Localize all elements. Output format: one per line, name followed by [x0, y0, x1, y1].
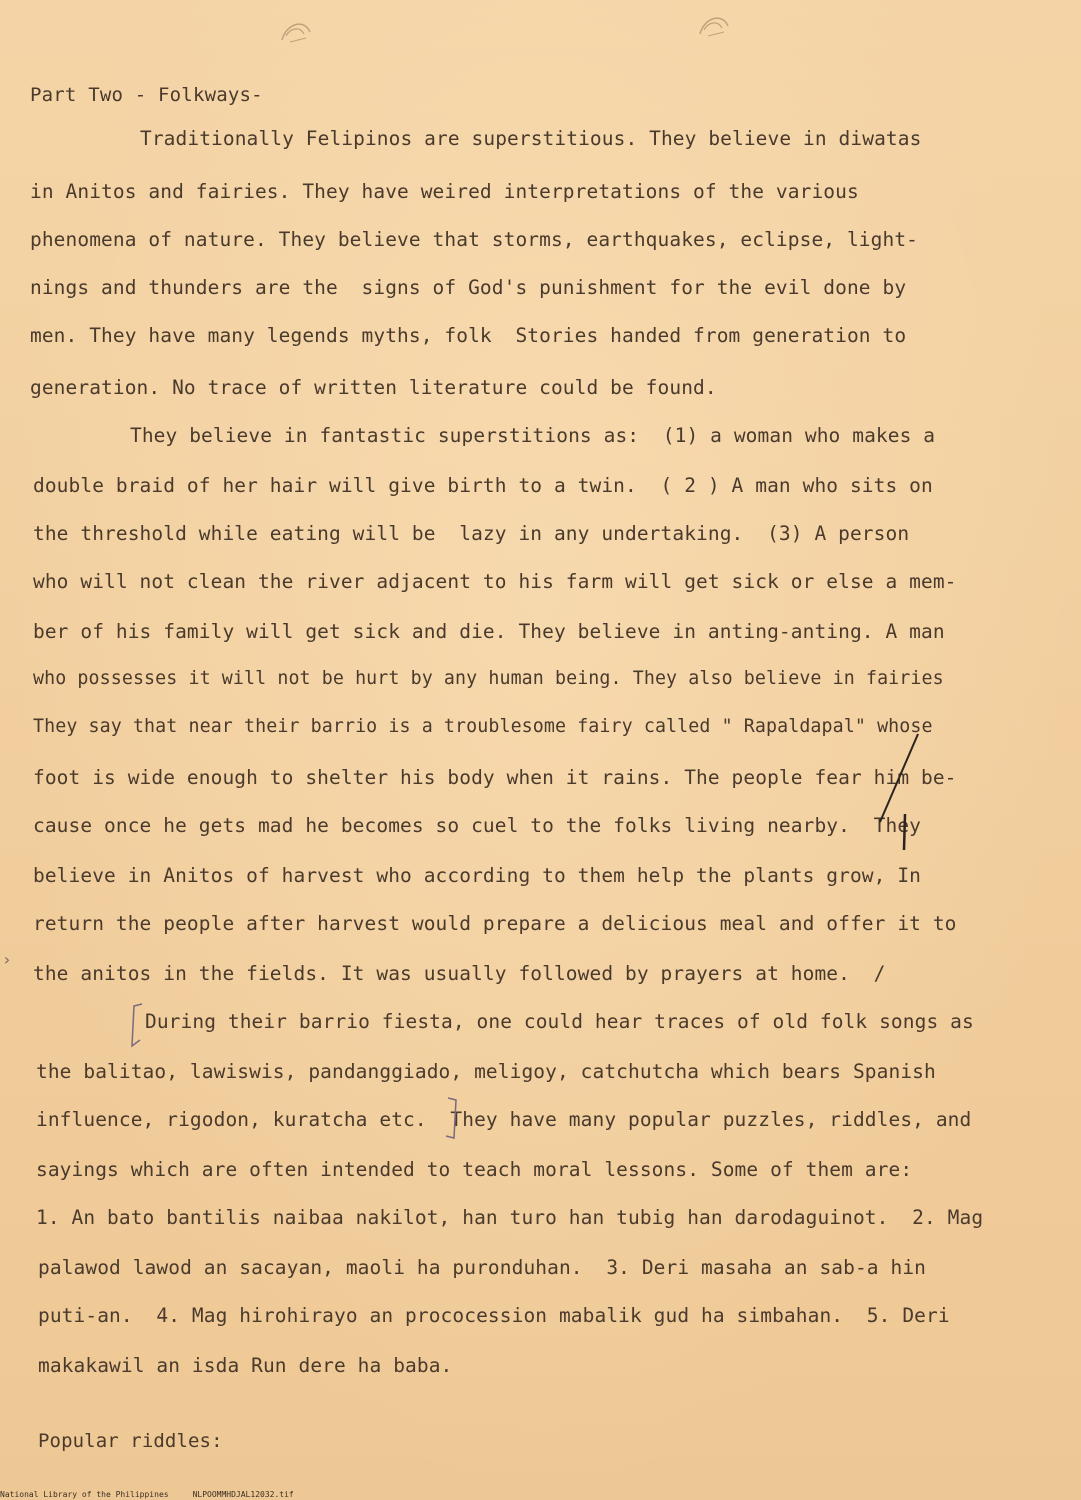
- text-line-23: 1. An bato bantilis naibaa nakilot, han turo han tubig han darodaguinot. 2. Mag: [36, 1206, 984, 1229]
- text-line-7: They believe in fantastic superstitions as: (1) a woman who makes a: [130, 424, 936, 447]
- text-line-27: Popular riddles:: [38, 1430, 223, 1452]
- text-line-14: foot is wide enough to shelter his body when it rains. The people fear him be-: [33, 766, 957, 789]
- text-line-21: influence, rigodon, kuratcha etc. They have many popular puzzles, riddles, and: [36, 1108, 972, 1131]
- text-line-20: the balitao, lawiswis, pandanggiado, meligoy, catchutcha which bears Spanish: [36, 1060, 936, 1083]
- text-line-24: palawod lawod an sacayan, maoli ha puronduhan. 3. Deri masaha an sab-a hin: [38, 1256, 926, 1279]
- text-line-6: generation. No trace of written literature could be found.: [30, 376, 717, 399]
- paper-watermark-right: [694, 4, 734, 44]
- text-line-22: sayings which are often intended to teach moral lessons. Some of them are:: [36, 1158, 913, 1181]
- text-line-4: nings and thunders are the signs of God's punishment for the evil done by: [30, 276, 907, 299]
- text-line-16: believe in Anitos of harvest who according to them help the plants grow, In: [33, 864, 921, 887]
- scan-footer: [0, 1490, 294, 1499]
- text-line-17: return the people after harvest would prepare a delicious meal and offer it to: [33, 912, 957, 935]
- text-line-5: men. They have many legends myths, folk Stories handed from generation to: [30, 324, 907, 347]
- margin-caret-icon: ›: [2, 950, 12, 969]
- text-line-8: double braid of her hair will give birth to a twin. ( 2 ) A man who sits on: [33, 474, 933, 497]
- text-line-10: who will not clean the river adjacent to his farm will get sick or else a mem-: [33, 570, 957, 593]
- text-line-11: ber of his family will get sick and die. They believe in anting-anting. A man: [33, 620, 945, 643]
- text-line-26: makakawil an isda Run dere ha baba.: [38, 1354, 453, 1377]
- text-line-13: They say that near their barrio is a troublesome fairy called " Rapaldapal" whose: [33, 716, 933, 737]
- paper-watermark-left: [276, 10, 316, 50]
- text-line-9: the threshold while eating will be lazy in any undertaking. (3) A person: [33, 522, 910, 545]
- library-name: National Library of the Philippines: [0, 1490, 169, 1499]
- text-line-2: in Anitos and fairies. They have weired interpretations of the various: [30, 180, 859, 203]
- text-line-19: During their barrio fiesta, one could hear traces of old folk songs as: [145, 1010, 974, 1033]
- text-line-25: puti-an. 4. Mag hirohirayo an prococession mabalik gud ha simbahan. 5. Deri: [38, 1304, 950, 1327]
- file-id: NLPOOMMHDJAL12032.tif: [192, 1490, 294, 1499]
- text-line-18: the anitos in the fields. It was usually followed by prayers at home. /: [33, 962, 886, 985]
- section-heading: Part Two - Folkways-: [30, 84, 263, 106]
- text-line-1: Traditionally Felipinos are superstitious. They believe in diwatas: [140, 127, 922, 150]
- text-line-15: cause once he gets mad he becomes so cuel to the folks living nearby. They: [33, 814, 921, 837]
- text-line-12: who possesses it will not be hurt by any human being. They also believe in fairies: [33, 668, 944, 689]
- text-line-3: phenomena of nature. They believe that storms, earthquakes, eclipse, light-: [30, 228, 918, 251]
